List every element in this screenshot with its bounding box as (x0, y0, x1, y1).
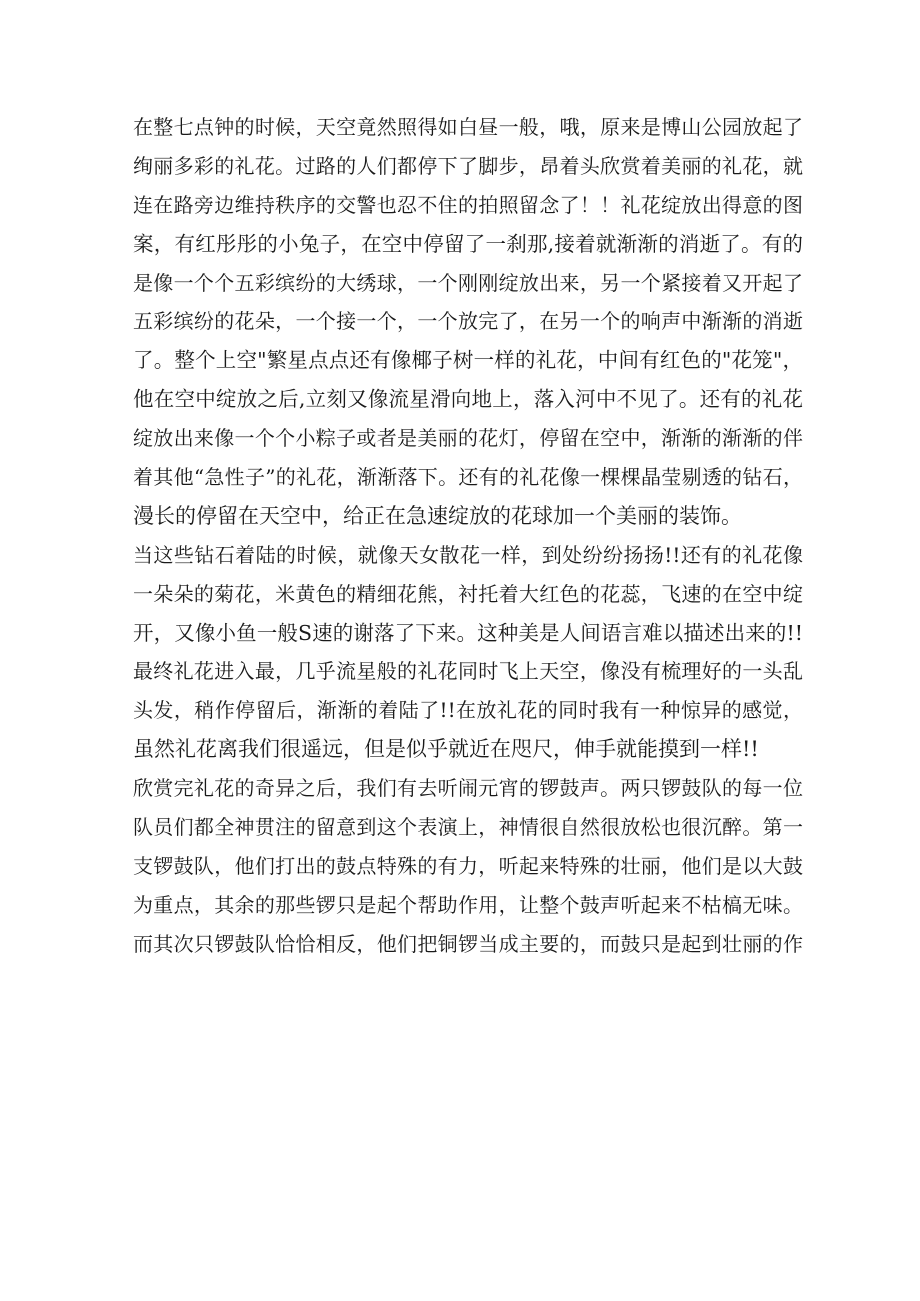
text-line: 五彩缤纷的花朵，一个接一个，一个放完了，在另一个的响声中渐渐的消逝 (133, 309, 803, 334)
text-line: 绚丽多彩的礼花。过路的人们都停下了脚步，昂着头欣赏着美丽的礼花，就 (133, 153, 803, 178)
text-line: 支锣鼓队，他们打出的鼓点特殊的有力，听起来特殊的壮丽，他们是以大鼓 (133, 853, 803, 878)
document-body (133, 108, 803, 964)
text-line: 了。整个上空"繁星点点还有像椰子树一样的礼花，中间有红色的"花笼"， (133, 348, 803, 373)
text-line: 绽放出来像一个个小粽子或者是美丽的花灯，停留在空中，渐渐的渐渐的伴 (133, 426, 803, 451)
text-line: 开，又像小鱼一般S速的谢落了下来。这种美是人间语言难以描述出来的!! (133, 620, 803, 645)
text-line: 虽然礼花离我们很遥远，但是似乎就近在咫尺，伸手就能摸到一样!! (133, 737, 759, 762)
text-line: 当这些钻石着陆的时候，就像天女散花一样，到处纷纷扬扬!!还有的礼花像 (133, 542, 803, 567)
text-line: 为重点，其余的那些锣只是起个帮助作用，让整个鼓声听起来不枯槁无味。 (133, 892, 803, 917)
text-line: 着其他“急性子”的礼花，渐渐落下。还有的礼花像一棵棵晶莹剔透的钻石， (133, 465, 803, 490)
text-line: 队员们都全神贯注的留意到这个表演上，神情很自然很放松也很沉醉。第一 (133, 815, 803, 840)
text-line: 头发，稍作停留后，渐渐的着陆了!!在放礼花的同时我有一种惊异的感觉， (133, 698, 803, 723)
text-line: 案，有红彤彤的小兔子，在空中停留了一刹那,接着就渐渐的消逝了。有的 (133, 231, 803, 256)
text-line: 连在路旁边维持秩序的交警也忍不住的拍照留念了！！礼花绽放出得意的图 (133, 192, 803, 217)
text-line: 漫长的停留在天空中，给正在急速绽放的花球加一个美丽的装饰。 (133, 503, 742, 528)
text-line: 是像一个个五彩缤纷的大绣球，一个刚刚绽放出来，另一个紧接着又开起了 (133, 270, 803, 295)
text-line: 最终礼花进入最，几乎流星般的礼花同时飞上天空，像没有梳理好的一头乱 (133, 659, 803, 684)
text-line: 一朵朵的菊花，米黄色的精细花熊，衬托着大红色的花蕊，飞速的在空中绽 (133, 581, 803, 606)
text-line: 而其次只锣鼓队恰恰相反，他们把铜锣当成主要的，而鼓只是起到壮丽的作 (133, 931, 803, 956)
text-line: 他在空中绽放之后,立刻又像流星滑向地上，落入河中不见了。还有的礼花 (133, 387, 803, 412)
text-line: 在整七点钟的时候，天空竟然照得如白昼一般，哦，原来是博山公园放起了 (133, 115, 803, 139)
text-line: 欣赏完礼花的奇异之后，我们有去听闹元宵的锣鼓声。两只锣鼓队的每一位 (133, 776, 803, 801)
